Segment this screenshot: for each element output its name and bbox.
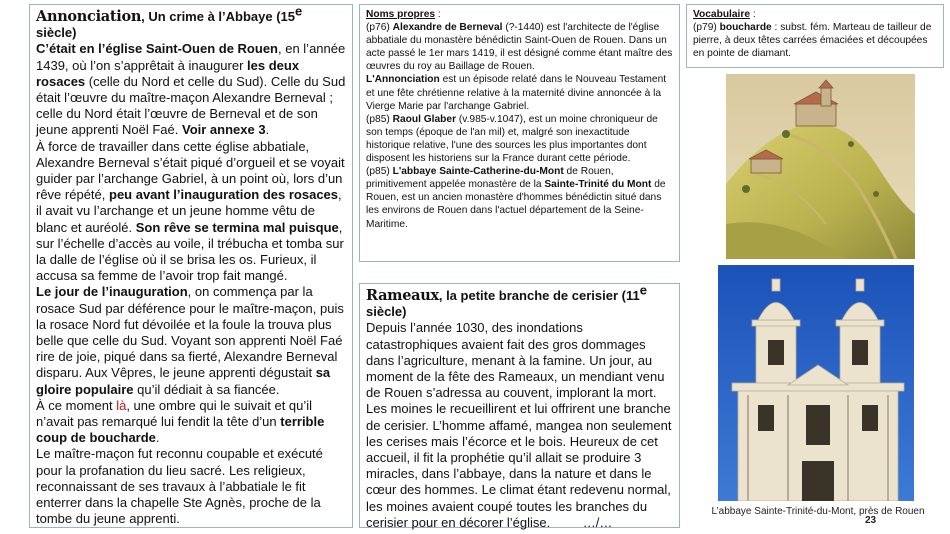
entry-glaber: (p85) Raoul Glaber (v.985-v.1047), est un moine chroniqueur de son temps (époque de l'an mil) et, malgré son inexactitude historique relative, l'une des sources les plus importantes dont disposent les historiens sur la France durant cette période.: [366, 113, 658, 165]
paragraph-2: À force de travailler dans cette église abbatiale, Alexandre Berneval s’était piqué d’orgueil et se voyait guider par l’archange Gabriel, à un point où, lors d’un rêve répété, peu avant l’inauguration des rosaces, il avait vu l’archange et un jeune homme vêtu de blanc et auréolé. Son rêve se termina mal puisque, sur l’échelle d’accès au voile, il trébucha et tomba sur la dalle de l’église où il se brisa les os. Furieux, il accusa sa femme de l’avoir trop fait mangé.: [36, 138, 345, 284]
rameaux-panel: [359, 283, 680, 528]
noms-propres-panel: [359, 4, 680, 262]
paragraph-3: Le jour de l’inauguration, on commença par la rosace Sud par déférence pour le maître-maçon, puis la rosace Nord fut dévoilée et la foule la trouva plus belle que celle du Sud. Voyant son apprenti Noël Faé rire de joie, piqué dans sa fierté, Alexandre Berneval disparu. Aux Vêpres, le jeune apprenti dégustait sa gloire populaire qu’il dédiait à sa fiancée.: [36, 284, 344, 397]
annonciation-panel: [29, 4, 353, 528]
church-photo: [718, 265, 914, 501]
continued-ellipsis: …/…: [582, 514, 613, 530]
entry-berneval: (p76) Alexandre de Berneval (?-1440) est l'architecte de l'église abbatiale du monastère bénédictin Saint-Ouen de Rouen. Dans un acte passé le 1er mars 1419, il est désigné comme étant maître des œuvres du roy au Baillage de Rouen.: [366, 22, 673, 73]
paragraph-4: À ce moment là, une ombre qui le suivait et qu’il n’avait pas remarqué lui fendit la tête d’un terrible coup de boucharde.: [36, 397, 325, 446]
rameaux-paragraph-1: Depuis l’année 1030, des inondations catastrophiques avaient fait des gros dommages dans l’agriculture, menant à la famine. Un jour, au moment de la fête des Rameaux, un mendiant venu de Rouen s’adressa au couvent, implorant la mort.: [366, 320, 665, 401]
vocab-heading: Vocabulaire :: [693, 9, 756, 20]
annonciation-title: Annonciation, Un crime à l’Abbaye (15e siècle): [36, 3, 303, 41]
entry-abbaye: (p85) L'abbaye Sainte-Catherine-du-Mont de Rouen, primitivement appelée monastère de la Sainte-Trinité du Mont de Rouen, est un ancien monastère d'hommes bénédictin situé dans les environs de Rouen dans l'actuel département de la Seine-Maritime.: [366, 166, 666, 230]
rameaux-title: Rameaux, la petite branche de cerisier (11e siècle): [366, 282, 647, 320]
page-number: 23: [865, 515, 877, 526]
vocab-entry: (p79) boucharde : subst. fém. Marteau de tailleur de pierre, à deux têtes carrées émaciées et découpées en pointe de diamant.: [693, 22, 932, 60]
paragraph-1: C’était en l’église Saint-Ouen de Rouen, en l’année 1439, où l’on s’apprêtait à inaugurer les deux rosaces (celle du Nord et celle du Sud). Celle du Sud était l’œuvre du maître-maçon Alexandre Berneval ; celle du Nord était l’œuvre de Berneval et de son jeune apprenti Noël Faé. Voir annexe 3.: [36, 41, 346, 138]
paragraph-5: Le maître-maçon fut reconnu coupable et exécuté pour la profanation du lieu sacré. Les religieux, reconnaissant de ses travaux à l’abbatiale le fit enterrer dans la chapelle Ste Agnès, proche de la tombe du jeune apprenti.: [36, 446, 323, 527]
annonciation-text: [36, 3, 346, 528]
entry-annonciation: L'Annonciation est un épisode relaté dans le Nouveau Testament et une fête chrétienne relative à la maternité divine annoncée à la Vierge Marie par l'archange Gabriel.: [366, 74, 667, 112]
vocabulaire-panel: [686, 4, 944, 68]
rameaux-paragraph-2: Les moines le recueillirent et lui offrirent une branche de cerisier. L’homme affamé, mangea non seulement les cerises mais l’écorce et le bois. Heureux de cet accueil, il fit la prophétie qu’il allait se produire 3 miracles, dans l’abbaye, dans la nature et dans le cœur des hommes. Le climat étant redevenu normal, les moines avaient coupé toutes les branches du cerisier pour en décorer l’église. …/…: [366, 401, 672, 530]
mont-painting: [726, 74, 915, 259]
noms-heading: Noms propres :: [366, 9, 441, 20]
church-caption: L’abbaye Sainte-Trinité-du-Mont, près de Rouen: [711, 506, 925, 517]
